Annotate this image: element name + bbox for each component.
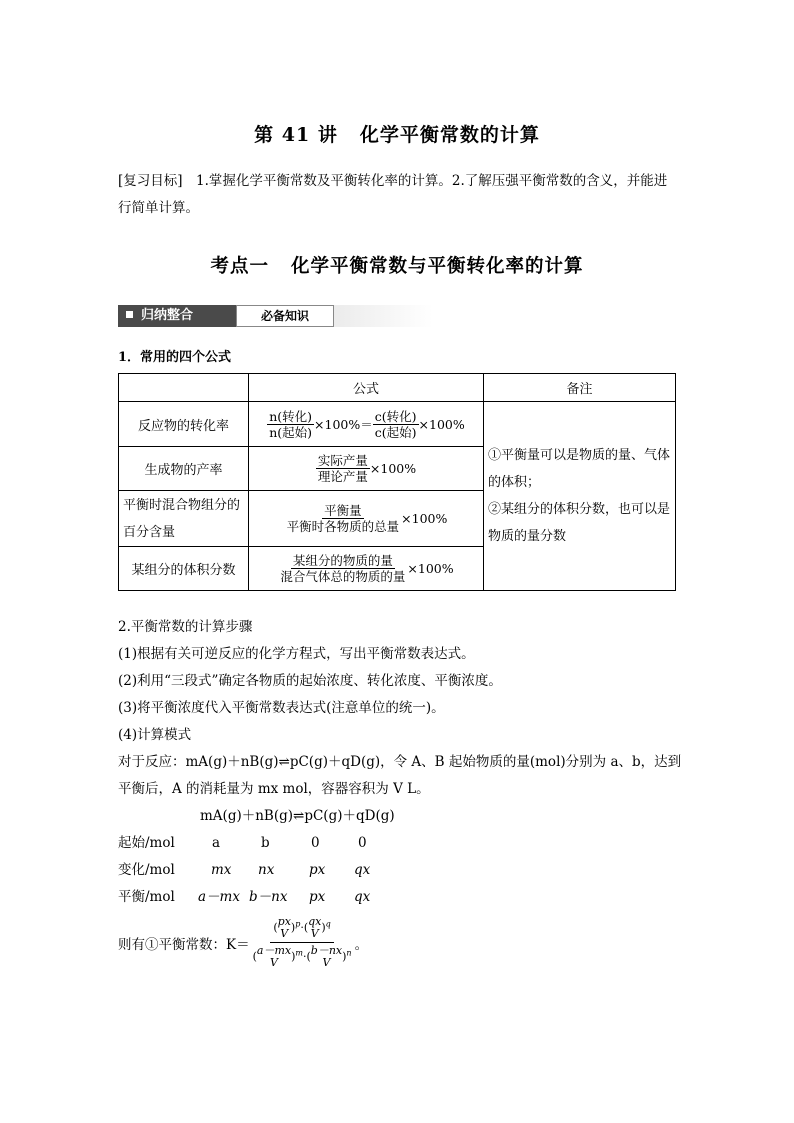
- row-name-volume-fraction: 某组分的体积分数: [119, 547, 249, 591]
- section-title: [0, 252, 794, 278]
- section-banner: [118, 305, 433, 327]
- lecture-title: 化学平衡常数的计算: [359, 124, 540, 146]
- stage-value: px: [309, 862, 326, 878]
- note-1: ①平衡量可以是物质的量、气体的体积；: [488, 448, 671, 490]
- stage-value: 0: [358, 835, 367, 851]
- step-1: (1)根据有关可逆反应的化学方程式，写出平衡常数表达式。: [118, 646, 475, 662]
- mode-text-line1: 对于反应：mA(g)＋nB(g)⇌pC(g)＋qD(g)，令 A、B 起始物质的量(mol)分别为 a、b，达到: [118, 754, 682, 770]
- formula-table: [118, 373, 676, 591]
- table-header-note: 备注: [484, 374, 676, 402]
- stage-value: px: [309, 889, 326, 905]
- row-name-percent-content: 平衡时混合物组分的百分含量: [119, 491, 249, 547]
- table-header-row: [119, 374, 676, 402]
- stage-value: nx: [258, 862, 275, 878]
- step-2: (2)利用“三段式”确定各物质的起始浓度、转化浓度、平衡浓度。: [118, 673, 502, 689]
- table-header-formula: 公式: [249, 374, 484, 402]
- stage-value: qx: [354, 862, 371, 878]
- conversion-formula: [249, 402, 484, 447]
- fraction: $\frac{\text{n(转化)}}{\text{n(起始)}}$: [269, 408, 313, 440]
- review-objective: [复习目标] 1.掌握化学平衡常数及平衡转化率的计算。2.了解压强平衡常数的含义，并能进行简单计算。: [118, 173, 668, 216]
- percent-suffix: ×100%: [418, 416, 465, 432]
- note-2: ②某组分的体积分数，也可以是物质的量分数: [488, 502, 671, 544]
- reaction-equation: mA(g)＋nB(g)⇌pC(g)＋qD(g): [200, 808, 395, 824]
- banner-dark-label: [118, 305, 236, 327]
- k-suffix: 。: [354, 936, 369, 953]
- square-icon: [126, 311, 133, 318]
- mode-text-line2: 平衡后，A 的消耗量为 mx mol，容器容积为 V L。: [118, 781, 430, 797]
- k-fraction: [250, 916, 355, 969]
- stage-value: a: [212, 835, 221, 851]
- stage-value: mx: [211, 862, 232, 878]
- equals-text: ×100%＝: [314, 417, 373, 432]
- k-denominator: ( a－mx V )$^m$·( b－nx V )$^n$: [252, 944, 352, 969]
- row-name-conversion: 反应物的转化率: [119, 402, 249, 447]
- section-number: 考点一: [210, 256, 269, 277]
- page-title: [0, 120, 794, 147]
- stage-value: b－nx: [249, 889, 288, 905]
- stage-value: qx: [354, 889, 371, 905]
- stage-label-initial: 起始/mol: [118, 835, 175, 851]
- volume-fraction-formula: [249, 547, 484, 591]
- yield-formula: [249, 447, 484, 491]
- step-3: (3)将平衡浓度代入平衡常数表达式(注意单位的统一)。: [118, 700, 445, 716]
- heading-four-formulas: 1．常用的四个公式: [118, 350, 232, 365]
- fraction: $\frac{\text{某组分的物质的量}}{\text{混合气体总的物质的量}}$: [280, 553, 406, 584]
- stage-label-equilibrium: 平衡/mol: [118, 889, 175, 905]
- percent-suffix: ×100%: [407, 561, 454, 576]
- row-name-yield: 生成物的产率: [119, 447, 249, 491]
- fraction: $\frac{\text{c(转化)}}{\text{c(起始)}}$: [374, 408, 417, 440]
- table-row: [119, 402, 676, 447]
- table-header-empty: [119, 374, 249, 402]
- equilibrium-constant-expression: [118, 916, 368, 969]
- stage-value: b: [261, 835, 270, 851]
- banner-dark-text: 归纳整合: [141, 308, 194, 323]
- percent-content-formula: [249, 491, 484, 547]
- percent-suffix: ×100%: [369, 461, 417, 476]
- fraction: $\frac{\text{实际产量}}{\text{理论产量}}$: [317, 453, 368, 484]
- stage-label-change: 变化/mol: [118, 862, 175, 878]
- percent-suffix: ×100%: [401, 511, 448, 526]
- table-note-cell: [484, 402, 676, 591]
- lecture-number: 第 41 讲: [254, 124, 338, 146]
- banner-light-label: 必备知识: [236, 305, 334, 327]
- stage-value: 0: [311, 835, 320, 851]
- k-numerator: ( px V )$^p$·( qx V )$^q$: [270, 916, 333, 943]
- k-prefix: 则有①平衡常数：K＝: [118, 936, 250, 953]
- heading-steps: 2.平衡常数的计算步骤: [118, 619, 253, 635]
- fraction: $\frac{\text{平衡量}}{\text{平衡时各物质的总量}}$: [286, 503, 400, 534]
- step-4: (4)计算模式: [118, 727, 192, 743]
- stage-value: a－mx: [198, 889, 240, 905]
- section-name: 化学平衡常数与平衡转化率的计算: [291, 256, 584, 277]
